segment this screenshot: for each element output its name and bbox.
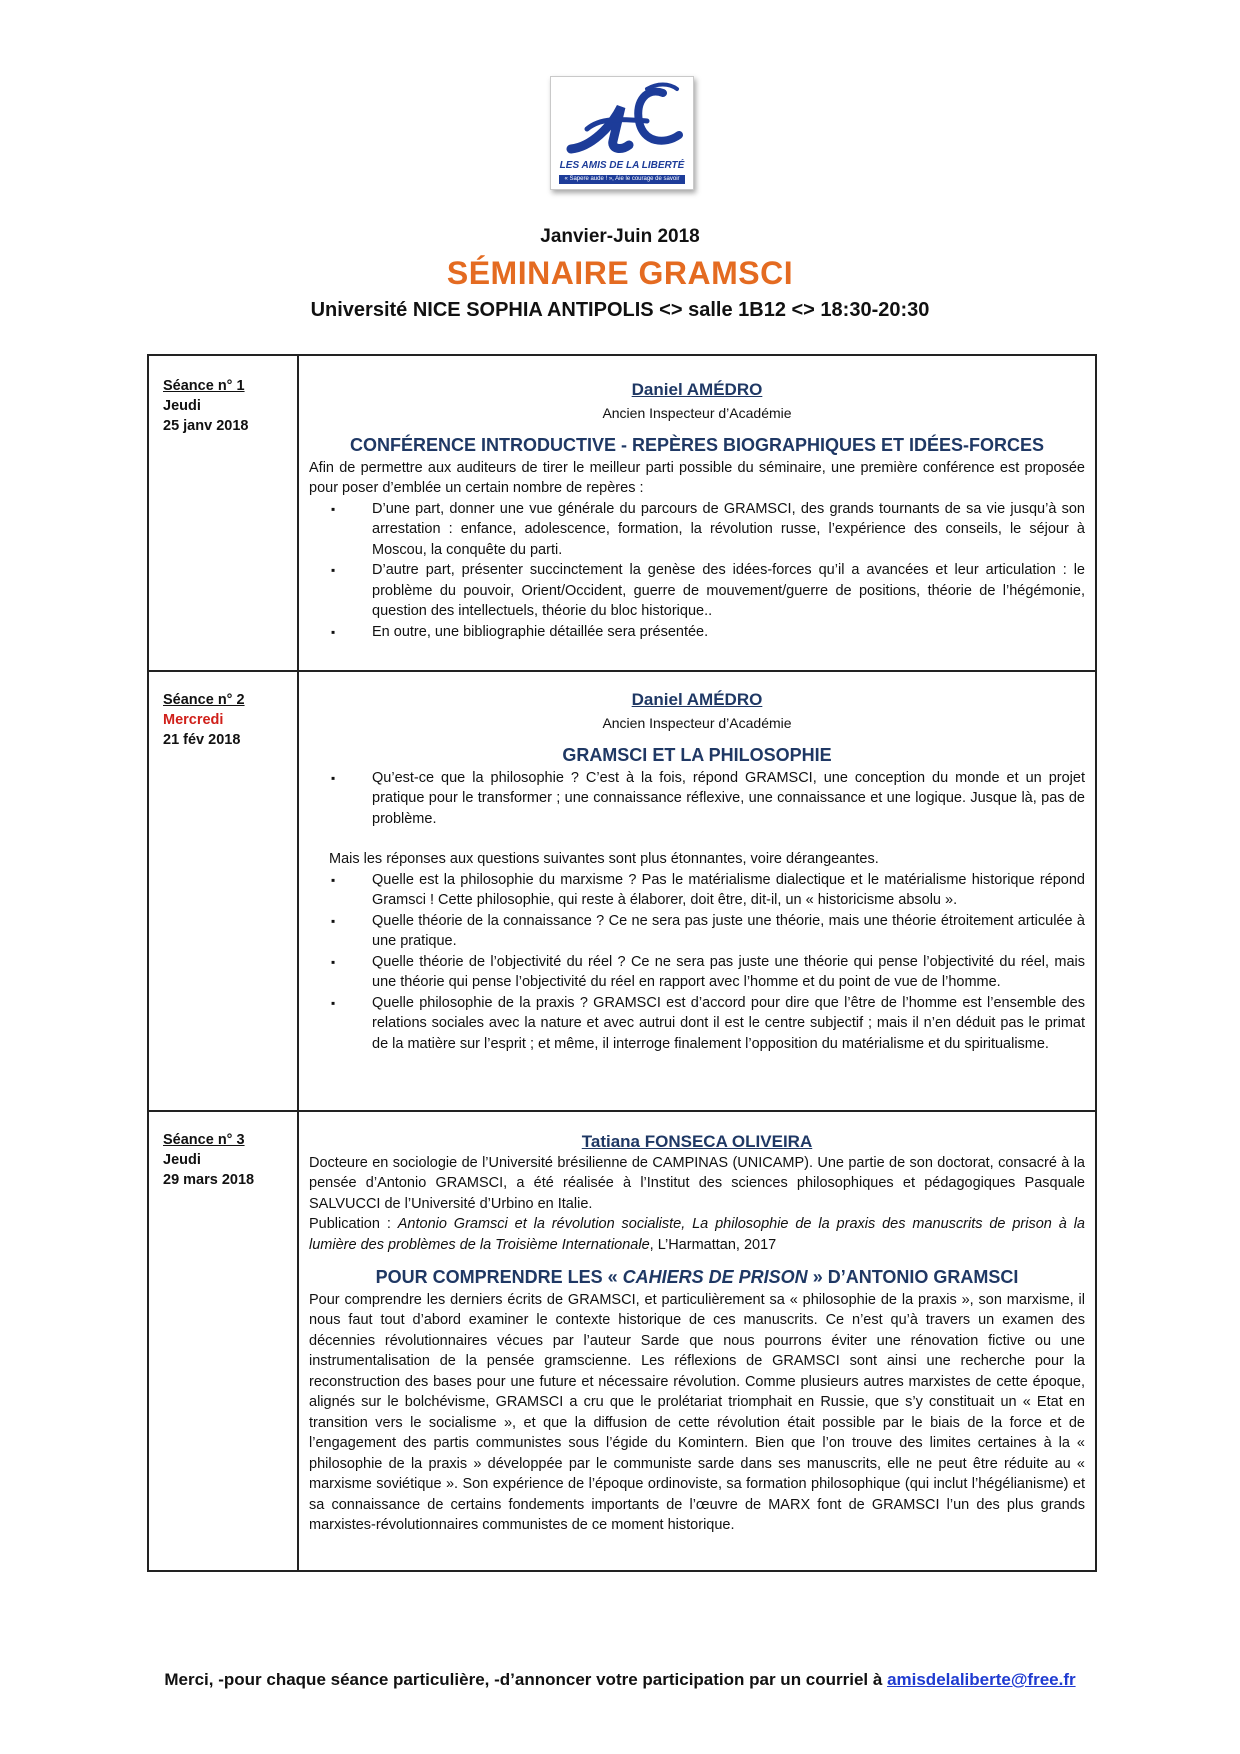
session-number: Séance n° 1	[163, 378, 245, 394]
association-logo	[550, 76, 694, 190]
session-day: Jeudi	[163, 398, 201, 414]
session-middle-text: Mais les réponses aux questions suivantes sont plus étonnantes, voire dérangeantes.	[329, 851, 879, 867]
session-2-content	[309, 690, 1085, 1054]
talk-title-suffix: » D’ANTONIO GRAMSCI	[807, 1267, 1019, 1287]
period: Janvier-Juin 2018	[540, 226, 700, 247]
session-3-content	[309, 1132, 1085, 1536]
speaker-role: Ancien Inspecteur d’Académie	[602, 404, 792, 421]
session-date: 29 mars 2018	[163, 1172, 255, 1188]
list-item: ▪ Quelle théorie de l’objectivité du réel ? Ce ne sera pas juste une théorie qui pense l’objectivité du réel, mais une théorie qui pense l’objectivité du réel en rapport avec l’homme et du point de vue de l’homme.	[309, 952, 1085, 993]
bullet-list	[309, 499, 1085, 643]
bullet-list	[309, 768, 1085, 830]
publication-prefix: Publication :	[309, 1216, 398, 1232]
list-item: ▪ En outre, une bibliographie détaillée sera présentée.	[309, 622, 1085, 643]
speaker-name: Daniel AMÉDRO	[631, 380, 763, 399]
list-item: ▪ Quelle est la philosophie du marxisme ? Pas le matérialisme dialectique et le matérialisme historique répond Gramsci ! Cette philosophie, qui reste à élaborer, doit être, dit-il, un « historicisme absolu ».	[309, 870, 1085, 911]
talk-title: GRAMSCI ET LA PHILOSOPHIE	[562, 745, 832, 765]
page-title: SÉMINAIRE GRAMSCI	[446, 255, 794, 291]
program-table	[147, 354, 1097, 1572]
session-number: Séance n° 2	[163, 692, 245, 708]
session-date: 25 janv 2018	[163, 418, 249, 434]
footer-note	[0, 1670, 1240, 1690]
list-item: ▪ Qu’est-ce que la philosophie ? C’est à la fois, répond GRAMSCI, une conception du monde et un projet pratique pour le transformer ; une connaissance réflexive, une connaissance et une logique. Jusque là, pas de problème.	[309, 768, 1085, 830]
speaker-role: Ancien Inspecteur d’Académie	[602, 714, 792, 731]
row-divider	[149, 1110, 1095, 1112]
session-3-info	[163, 1130, 254, 1190]
session-intro: Afin de permettre aux auditeurs de tirer le meilleur parti possible du séminaire, une première conférence est proposée pour poser d’emblée un certain nombre de repères :	[309, 459, 1085, 496]
session-number: Séance n° 3	[163, 1132, 245, 1148]
session-1-content	[309, 380, 1085, 642]
list-item: ▪ Quelle philosophie de la praxis ? GRAMSCI est d’accord pour dire que l’être de l’homme est l’ensemble des relations sociales avec la nature et avec autrui dont il est le centre subjectif ; mais il n’en déduit pas le primat de la matière sur l’esprit ; et même, il interroge finalement l’opposition du matérialisme et du spiritualisme.	[309, 993, 1085, 1055]
publication	[309, 1214, 1085, 1255]
talk-title: CONFÉRENCE INTRODUCTIVE - REPÈRES BIOGRAPHIQUES ET IDÉES-FORCES	[349, 435, 1045, 455]
talk-title	[309, 1267, 1085, 1288]
footer-text: Merci, -pour chaque séance particulière, -d’annoncer votre participation par un courriel à	[164, 1670, 888, 1689]
column-divider	[297, 356, 299, 1570]
logo-motto: « Sapere aude ! », Aie le courage de savoir	[559, 175, 685, 184]
talk-title-italic: CAHIERS DE PRISON	[622, 1267, 808, 1287]
publication-title: Antonio Gramsci et la révolution socialiste, La philosophie de la praxis des manuscrits de prison à la lumière des problèmes de la Troisième Internationale	[309, 1216, 1085, 1253]
location: Université NICE SOPHIA ANTIPOLIS <> salle 1B12 <> 18:30-20:30	[310, 299, 930, 321]
session-1-info	[163, 376, 248, 436]
speaker-name: Daniel AMÉDRO	[631, 690, 763, 709]
speaker-bio: Docteure en sociologie de l’Université brésilienne de CAMPINAS (UNICAMP). Une partie de son doctorat, consacré à la pensée d’Antonio GRAMSCI, a été réalisée à l’Institut des sciences philosophiques et pédagogiques Pasquale SALVUCCI de l’Université d’Urbino en Italie.	[309, 1154, 1085, 1212]
bullet-list	[309, 870, 1085, 1055]
al-monogram-icon	[551, 77, 693, 159]
logo-tagline: LES AMIS DE LA LIBERTÉ	[559, 160, 685, 171]
talk-title-prefix: POUR COMPRENDRE LES «	[375, 1267, 623, 1287]
list-item: ▪ D’autre part, présenter succinctement la genèse des idées-forces qu’il a avancées et leur articulation : le problème du pouvoir, Orient/Occident, guerre de mouvement/guerre de positions, théorie de l’hégémonie, question des intellectuels, théorie du bloc historique..	[309, 560, 1085, 622]
publication-suffix: , L’Harmattan, 2017	[649, 1236, 777, 1253]
list-item: ▪ D’une part, donner une vue générale du parcours de GRAMSCI, des grands tournants de sa vie jusqu’à son arrestation : enfance, adolescence, formation, la révolution russe, l’expérience des conseils, le séjour à Moscou, la conquête du parti.	[309, 499, 1085, 561]
session-description: Pour comprendre les derniers écrits de GRAMSCI, et particulièrement sa « philosophie de la praxis », son marxisme, il nous faut tout d’abord examiner le contexte historique de ces manuscrits. Ce n’est qu’à travers un examen des décennies révolutionnaires vécues par l’auteur Sarde que nous pourrons éviter une rénovation fictive ou une instrumentalisation de la pensée gramscienne. Les réflexions de GRAMSCI sont ainsi une recherche pour la reconstruction des bases pour une future et nécessaire révolution. Comme plusieurs autres marxistes de cette époque, alignés sur le bolchévisme, GRAMSCI a cru que le prolétariat triomphait en Russie, que s’y constituait un « Etat en transition vers le socialisme », et que la diffusion de cette révolution était possible par le biais de la force et de l’engagement des partis communistes sous l’égide du Komintern. Bien que l’on trouve des limites certaines à la « philosophie de la praxis » développée par le communiste sarde dans ses manuscrits, elle ne peut être réduite au « marxisme soviétique ». Son expérience de l’époque ordinoviste, sa formation philosophique (qui inclut l’hégélianisme) et sa connaissance de certains fondements importants de l’œuvre de MARX font de GRAMSCI l’un des plus grands marxistes-révolutionnaires communistes de ce moment historique.	[309, 1291, 1085, 1533]
row-divider	[149, 670, 1095, 672]
session-day: Mercredi	[163, 712, 224, 728]
session-day: Jeudi	[163, 1152, 201, 1168]
session-date: 21 fév 2018	[163, 732, 241, 748]
list-item: ▪ Quelle théorie de la connaissance ? Ce ne sera pas juste une théorie, mais une théorie étroitement articulée à une pratique.	[309, 911, 1085, 952]
speaker-name: Tatiana FONSECA OLIVEIRA	[581, 1132, 813, 1151]
contact-email-link[interactable]: amisdelaliberte@free.fr	[887, 1670, 1076, 1689]
session-2-info	[163, 690, 245, 750]
